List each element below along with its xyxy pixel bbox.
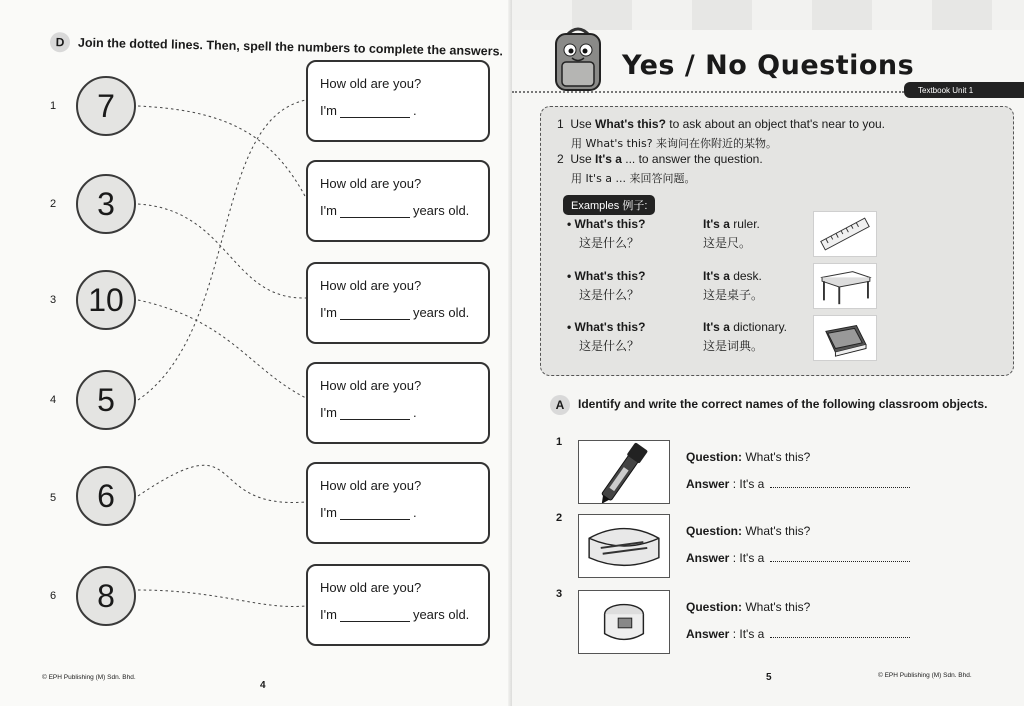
question-line xyxy=(686,450,810,464)
rule-text: Use xyxy=(570,152,596,166)
answer-suffix: . xyxy=(412,505,417,520)
page-number: 4 xyxy=(260,680,266,691)
answer-suffix: years old. xyxy=(412,203,470,218)
example-question: • What's this? xyxy=(567,269,646,283)
rule-keyword: What's this? xyxy=(595,117,666,131)
answer-card xyxy=(306,160,490,242)
answer-card xyxy=(306,462,490,544)
rule-2-chinese: 用 It's a ... 来回答问题。 xyxy=(571,172,696,185)
connector-7 xyxy=(138,106,306,198)
rule-text: Use xyxy=(570,117,596,131)
card-answer xyxy=(320,607,476,622)
card-answer xyxy=(320,203,476,218)
grammar-rules-box xyxy=(540,106,1014,376)
example-answer xyxy=(703,269,762,283)
card-question: How old are you? xyxy=(320,76,422,91)
rule-2 xyxy=(557,152,763,166)
example-question-cn: 这是什么？ xyxy=(579,339,640,353)
rule-text: ... to answer the question. xyxy=(621,152,763,166)
section-d-badge: D xyxy=(50,32,70,52)
answer-prefix: : It's a xyxy=(732,627,765,641)
example-question-cn: 这是什么？ xyxy=(579,288,640,302)
question-line xyxy=(686,600,810,614)
examples-label: Examples 例子: xyxy=(563,195,655,215)
marker-icon xyxy=(578,440,670,504)
example-answer xyxy=(703,217,760,231)
row-index: 5 xyxy=(50,492,57,504)
answer-blank[interactable] xyxy=(340,206,410,218)
row-index: 4 xyxy=(50,394,57,406)
question-number: 2 xyxy=(556,512,563,524)
example-answer-cn: 这是词典。 xyxy=(703,339,764,353)
row-index: 6 xyxy=(50,590,57,602)
answer-label: Answer xyxy=(686,627,730,641)
example-answer-cn: 这是尺。 xyxy=(703,236,752,250)
row-index: 2 xyxy=(50,198,57,210)
question-text: What's this? xyxy=(745,524,811,538)
answer-blank[interactable] xyxy=(340,508,410,520)
card-question: How old are you? xyxy=(320,580,422,595)
answer-blank[interactable] xyxy=(770,626,910,638)
answer-suffix: . xyxy=(412,103,417,118)
answer-card xyxy=(306,362,490,444)
question-text: What's this? xyxy=(745,450,811,464)
number-circle: 5 xyxy=(76,370,136,430)
textbook-unit-badge: Textbook Unit 1 xyxy=(904,82,1024,98)
answer-label: Answer xyxy=(686,551,730,565)
number-circle: 6 xyxy=(76,466,136,526)
sharpener-icon xyxy=(578,590,670,654)
card-question: How old are you? xyxy=(320,378,422,393)
row-index: 3 xyxy=(50,294,57,306)
answer-prefix: I'm xyxy=(320,505,337,520)
answer-suffix: years old. xyxy=(412,607,470,622)
answer-prefix: I'm xyxy=(320,405,337,420)
rule-1 xyxy=(557,117,885,131)
rule-1-chinese: 用 What's this? 来询问在你附近的某物。 xyxy=(571,137,778,150)
connector-10 xyxy=(138,300,306,398)
card-question: How old are you? xyxy=(320,278,422,293)
right-page xyxy=(512,0,1024,706)
ruler-icon xyxy=(813,211,877,257)
section-a-badge: A xyxy=(550,395,570,415)
answer-card xyxy=(306,564,490,646)
copyright-footer: © EPH Publishing (M) Sdn. Bhd. xyxy=(878,672,972,679)
pencil-case-icon xyxy=(578,514,670,578)
connector-8 xyxy=(138,590,306,607)
section-a-header xyxy=(550,396,990,415)
answer-prefix: I'm xyxy=(320,203,337,218)
answer-blank[interactable] xyxy=(340,610,410,622)
page-title: Yes / No Questions xyxy=(622,50,915,81)
question-line xyxy=(686,524,810,538)
answer-suffix: years old. xyxy=(412,305,470,320)
card-answer xyxy=(320,103,476,118)
example-answer-bold: It's a xyxy=(703,217,730,231)
answer-blank[interactable] xyxy=(340,106,410,118)
number-circle: 7 xyxy=(76,76,136,136)
answer-card xyxy=(306,60,490,142)
answer-line xyxy=(686,550,910,565)
answer-suffix: . xyxy=(412,405,417,420)
answer-prefix: I'm xyxy=(320,305,337,320)
section-a-instruction: Identify and write the correct names of the following classroom objects. xyxy=(578,397,988,411)
connector-6 xyxy=(138,465,306,502)
rule-number: 1 xyxy=(557,117,564,131)
card-question: How old are you? xyxy=(320,478,422,493)
section-d-instruction: Join the dotted lines. Then, spell the numbers to complete the answers. xyxy=(77,35,504,59)
question-label: Question: xyxy=(686,524,742,538)
card-answer xyxy=(320,405,476,420)
question-number: 3 xyxy=(556,588,563,600)
row-index: 1 xyxy=(50,100,57,112)
example-answer-rest: dictionary. xyxy=(729,320,788,334)
answer-prefix: : It's a xyxy=(732,477,765,491)
example-answer xyxy=(703,320,787,334)
example-question: • What's this? xyxy=(567,320,646,334)
answer-card xyxy=(306,262,490,344)
dictionary-icon xyxy=(813,315,877,361)
card-answer xyxy=(320,305,476,320)
question-label: Question: xyxy=(686,450,742,464)
backpack-mascot-icon xyxy=(548,22,608,94)
example-answer-rest: ruler. xyxy=(729,217,760,231)
card-question: How old are you? xyxy=(320,176,422,191)
title-divider xyxy=(512,91,904,93)
rule-keyword: It's a xyxy=(595,152,622,166)
question-text: What's this? xyxy=(745,600,811,614)
answer-prefix: I'm xyxy=(320,103,337,118)
answer-blank[interactable] xyxy=(770,476,910,488)
rule-number: 2 xyxy=(557,152,564,166)
number-circle: 3 xyxy=(76,174,136,234)
example-answer-bold: It's a xyxy=(703,320,730,334)
connector-3 xyxy=(138,204,306,298)
rule-text: to ask about an object that's near to you. xyxy=(665,117,886,131)
example-answer-rest: desk. xyxy=(729,269,762,283)
page-number: 5 xyxy=(766,672,772,683)
example-question-cn: 这是什么？ xyxy=(579,236,640,250)
number-circle: 8 xyxy=(76,566,136,626)
card-answer xyxy=(320,505,476,520)
answer-blank[interactable] xyxy=(340,308,410,320)
answer-line xyxy=(686,626,910,641)
question-label: Question: xyxy=(686,600,742,614)
example-answer-bold: It's a xyxy=(703,269,730,283)
example-q-text: What's this? xyxy=(574,269,646,283)
example-question: • What's this? xyxy=(567,217,646,231)
question-number: 1 xyxy=(556,436,563,448)
example-q-text: What's this? xyxy=(574,217,646,231)
answer-prefix: : It's a xyxy=(732,551,765,565)
number-circle: 10 xyxy=(76,270,136,330)
answer-blank[interactable] xyxy=(770,550,910,562)
answer-prefix: I'm xyxy=(320,607,337,622)
example-q-text: What's this? xyxy=(574,320,646,334)
answer-label: Answer xyxy=(686,477,730,491)
answer-blank[interactable] xyxy=(340,408,410,420)
copyright-footer: © EPH Publishing (M) Sdn. Bhd. xyxy=(42,674,136,681)
answer-line xyxy=(686,476,910,491)
example-answer-cn: 这是桌子。 xyxy=(703,288,764,302)
desk-icon xyxy=(813,263,877,309)
connector-5 xyxy=(138,100,306,400)
section-d-header xyxy=(50,32,503,61)
